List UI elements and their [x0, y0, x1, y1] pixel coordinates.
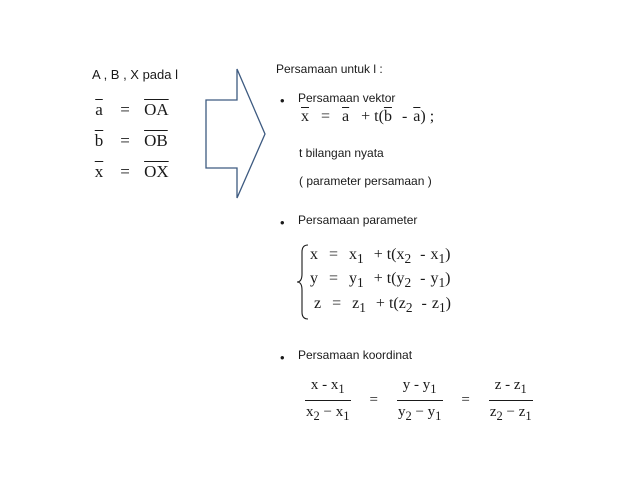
- equation-title: Persamaan untuk l :: [276, 62, 383, 76]
- bullet-icon: •: [280, 93, 285, 108]
- fraction-x: $\frac{x - x_1}{x_2 - x_1}$: [306, 377, 350, 423]
- bullet-icon: •: [280, 215, 285, 230]
- parameter-line-y: $y = y_1 + t(y_2 - y_1)$: [310, 270, 451, 291]
- vektor-note-1: t bilangan nyata: [299, 146, 384, 160]
- fraction-y: $\frac{y - y_1}{y_2 - y_1}$: [397, 377, 442, 423]
- vektor-label: Persamaan vektor: [298, 91, 396, 105]
- vektor-note-2: ( parameter persamaan ): [299, 174, 432, 188]
- right-arrow-icon: [205, 68, 267, 200]
- vector-def-b: $\overline{b} = \overline{OB}$: [94, 131, 168, 150]
- points-heading: A , B , X pada l: [92, 67, 178, 82]
- parameter-line-x: $x = x_1 + t(x_2 - x_1)$: [310, 246, 451, 267]
- koordinat-equation: $\frac{x - x_1}{x_2 - x_1}$ = $\frac{y - y_1}{y_2 - y_1}$ = $\frac{z - z_1}{z_2 - z_1}$: [300, 377, 538, 424]
- koordinat-label: Persamaan koordinat: [298, 348, 413, 362]
- vector-def-x: $\overline{x} = \overline{OX}$: [94, 162, 169, 181]
- left-brace-icon: [296, 244, 310, 320]
- parameter-label: Persamaan parameter: [298, 213, 418, 227]
- bullet-icon: •: [280, 350, 285, 365]
- parameter-line-z: $z = z_1 + t(z_2 - z_1)$: [314, 295, 451, 316]
- fraction-z: $\frac{z - z_1}{z_2 - z_1}$: [489, 377, 532, 423]
- vector-def-a: $\overline{a} = \overline{OA}$: [95, 100, 169, 119]
- vektor-equation: $\overline{x} = \overline{a} + t(\overline{b} - \overline{a})$ ;: [301, 108, 435, 125]
